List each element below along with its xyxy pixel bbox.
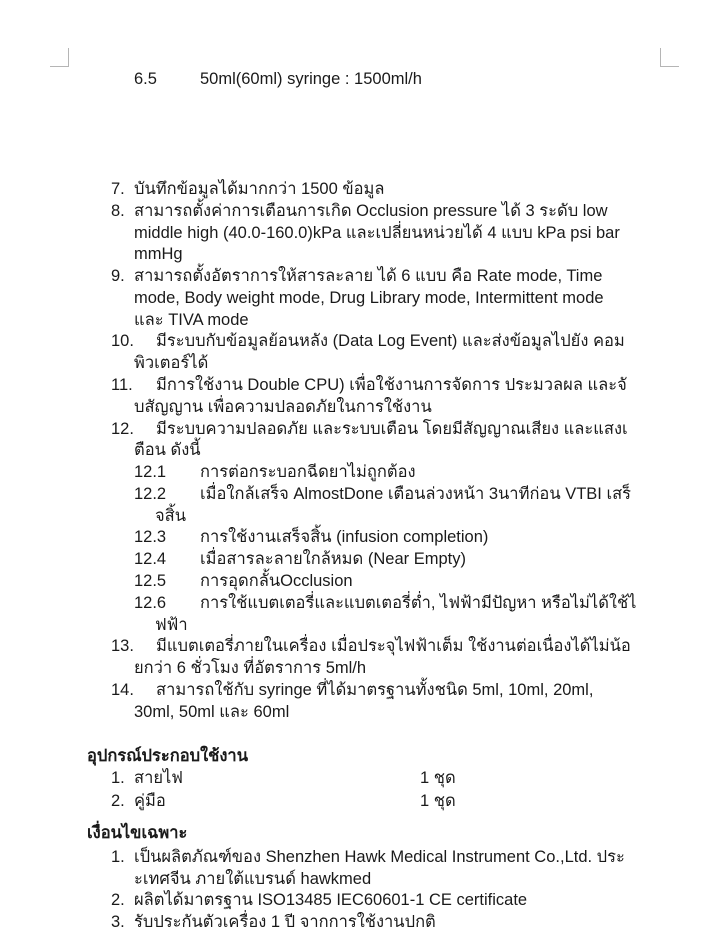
- accessory-number: 2.: [111, 792, 125, 810]
- crop-mark-top-left: [50, 48, 69, 67]
- accessory-qty: 1 ชุด: [420, 769, 456, 787]
- alarm-text: การต่อกระบอกฉีดยาไม่ถูกต้อง: [200, 463, 416, 481]
- feature-number: 13.: [111, 637, 134, 655]
- accessory-qty: 1 ชุด: [420, 792, 456, 810]
- accessory-number: 1.: [111, 769, 125, 787]
- feature-text: ตือน ดังนี้: [134, 441, 201, 459]
- feature-text: สามารถตั้งค่าการเตือนการเกิด Occlusion pressure ได้ 3 ระดับ low: [134, 202, 608, 220]
- accessory-name: สายไฟ: [134, 769, 183, 787]
- condition-text: เป็นผลิตภัณฑ์ของ Shenzhen Hawk Medical Instrument Co.,Ltd. ประ: [134, 848, 625, 866]
- accessory-name: คู่มือ: [134, 792, 166, 810]
- feature-text: mmHg: [134, 245, 183, 263]
- condition-text: ะเทศจีน ภายใต้แบรนด์ hawkmed: [134, 870, 372, 888]
- feature-text: สามารถใช้กับ syringe ที่ได้มาตรฐานทั้งชนิด 5ml, 10ml, 20ml,: [156, 681, 594, 699]
- feature-text: มีแบตเตอรี่ภายในเครื่อง เมื่อประจุไฟฟ้าเต็ม ใช้งานต่อเนื่องได้ไม่น้อ: [156, 637, 631, 655]
- feature-text: มีระบบความปลอดภัย และระบบเตือน โดยมีสัญญาณเสียง และแสงเ: [156, 420, 628, 438]
- alarm-text: เมื่อใกล้เสร็จ AlmostDone เตือนล่วงหน้า 3นาทีก่อน VTBI เสร็: [200, 485, 632, 503]
- feature-text: สามารถตั้งอัตราการให้สารละลาย ได้ 6 แบบ คือ Rate mode, Time: [134, 267, 603, 285]
- alarm-text: การใช้แบตเตอรี่และแบตเตอรี่ต่ำ, ไฟฟ้ามีปัญหา หรือไม่ได้ใช้ไ: [200, 594, 637, 612]
- alarm-text: การอุดกลั้นOcclusion: [200, 572, 353, 590]
- feature-number: 14.: [111, 681, 134, 699]
- condition-number: 1.: [111, 848, 125, 866]
- accessories-heading: อุปกรณ์ประกอบใช้งาน: [87, 747, 248, 765]
- condition-text: ผลิตได้มาตรฐาน ISO13485 IEC60601-1 CE certificate: [134, 891, 528, 909]
- feature-text: และ TIVA mode: [134, 311, 249, 329]
- condition-number: 3.: [111, 913, 125, 931]
- alarm-number: 12.3: [134, 528, 167, 546]
- alarm-text: ฟฟ้า: [155, 616, 188, 634]
- conditions-heading: เงื่อนไขเฉพาะ: [87, 824, 188, 842]
- alarm-number: 12.6: [134, 594, 167, 612]
- feature-text: มีการใช้งาน Double CPU) เพื่อใช้งานการจัดการ ประมวลผล และจั: [156, 376, 627, 394]
- feature-text: บสัญญาน เพื่อความปลอดภัยในการใช้งาน: [134, 398, 432, 416]
- feature-text: mode, Body weight mode, Drug Library mode, Intermittent mode: [134, 289, 604, 307]
- feature-text: มีระบบกับข้อมูลย้อนหลัง (Data Log Event) และส่งข้อมูลไปยัง คอม: [156, 332, 625, 350]
- crop-mark-top-right: [660, 48, 679, 67]
- alarm-number: 12.1: [134, 463, 167, 481]
- feature-text: บันทึกข้อมูลได้มากกว่า 1500 ข้อมูล: [134, 180, 385, 198]
- alarm-text: เมื่อสารละลายใกล้หมด (Near Empty): [200, 550, 466, 568]
- condition-text: รับประกันตัวเครื่อง 1 ปี จากการใช้งานปกติ: [134, 913, 436, 931]
- alarm-text: การใช้งานเสร็จสิ้น (infusion completion): [200, 528, 489, 546]
- spec-text: 50ml(60ml) syringe : 1500ml/h: [200, 70, 422, 88]
- spec-number: 6.5: [134, 70, 157, 88]
- feature-number: 12.: [111, 420, 134, 438]
- feature-number: 8.: [111, 202, 125, 220]
- feature-text: middle high (40.0-160.0)kPa และเปลี่ยนหน่วยได้ 4 แบบ kPa psi bar: [134, 224, 620, 242]
- condition-number: 2.: [111, 891, 125, 909]
- feature-number: 9.: [111, 267, 125, 285]
- alarm-text: จสิ้น: [155, 507, 187, 525]
- alarm-number: 12.5: [134, 572, 167, 590]
- feature-text: พิวเตอร์ได้: [134, 354, 209, 372]
- feature-text: ยกว่า 6 ชั่วโมง ที่อัตราการ 5ml/h: [134, 659, 367, 677]
- feature-number: 7.: [111, 180, 125, 198]
- feature-text: 30ml, 50ml และ 60ml: [134, 703, 290, 721]
- alarm-number: 12.2: [134, 485, 167, 503]
- alarm-number: 12.4: [134, 550, 167, 568]
- feature-number: 10.: [111, 332, 134, 350]
- feature-number: 11.: [111, 376, 133, 394]
